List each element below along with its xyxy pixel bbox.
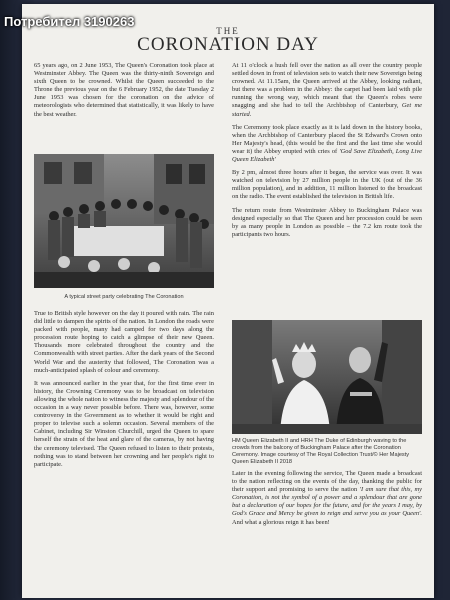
left-column-top xyxy=(34,62,214,124)
street-party-photo xyxy=(34,154,214,288)
balcony-caption: HM Queen Elizabeth II and HRH The Duke of Edinburgh waving to the crowds from the balcony of Buckingham Palace after the Coronation Ceremony. Image courtesy of The Royal Collection Trust/© Her Majesty Queen Elizabeth II 2018 xyxy=(232,438,410,465)
left-column-bottom xyxy=(34,310,214,474)
title-prefix: THE xyxy=(216,26,240,36)
abbey-paragraph: At 11 o'clock a hush fell over the nation as all over the country people settled down in front of television sets to watch their new Sovereign being crowned. At 11.15am, the Queen arrived at the Abbey, looking radiant, but there was a problem in the Abbey: the carpet had been laid with pile running the wrong way, which meant that the Queen's robes were snagging and she had to tell the Archbishop of Canterbury, Get me started. xyxy=(232,62,422,118)
rain-paragraph: True to British style however on the day it poured with rain. The rain did little to dampen the spirits of the nation. In London the roads were packed with people, many had camped for two days along the procession route hoping to catch a glimpse of their new Queen. Thousands more celebrated throughout the country and the Commonwealth with street parties. After the dark years of the Second World War and the austerity that followed, The Coronation was a much-anticipated splash of colour and ceremony. xyxy=(34,310,214,374)
street-party-photo-art xyxy=(34,154,214,288)
intro-paragraph: 65 years ago, on 2 June 1953, The Queen's Coronation took place at Westminster Abbey. The Queen was the thirty-ninth Sovereign and sixth Queen to be crowned. Whilst the Queen succeeded to the Throne the previous year on the 6 February 1952, the date Tuesday 2 June 1953 was chosen for the coronation on the advice of meteorologists who determined that statistically, it was likely to have the best weather. xyxy=(34,62,214,118)
page-title: CORONATION DAY xyxy=(137,34,319,55)
television-paragraph: It was announced earlier in the year that, for the first time ever in history, the Crowning Ceremony was to be broadcast on television allowing the whole nation to witness the majesty and splendour of the occasion in a way never possible before. There was, however, some controversy in the Government as to whether it would be right and proper to televise such a solemn occasion. Several members of the Cabinet, including Sir Winston Churchill, urged the Queen to spare herself the strain of the heat and glare of the cameras, by not having the ceremony televised. The Queen refused to listen to their protests, nothing was to stand between her crowning and her people's right to participate. xyxy=(34,379,214,468)
balcony-photo-art xyxy=(232,320,422,434)
document-page xyxy=(22,4,434,598)
right-column-top xyxy=(232,62,422,244)
ceremony-paragraph: The Ceremony took place exactly as it is laid down in the history books, when the Archbishop of Canterbury placed the St Edward's Crown onto Her Majesty's head, (this would be the first and the last time she would wear it) the Abbey erupted with cries of 'God Save Elizabeth, Long Live Queen Elizabeth' xyxy=(232,123,422,164)
balcony-photo xyxy=(232,320,422,434)
uploader-watermark: Потребител 3190263 xyxy=(4,14,135,29)
route-paragraph: The return route from Westminster Abbey to Buckingham Palace was designed especially so that The Queen and her procession could be seen by as many people in London as possible – the 7.2 km route took the participants two hours. xyxy=(232,206,422,238)
right-column-bottom xyxy=(232,470,422,532)
broadcast-paragraph: Later in the evening following the service, The Queen made a broadcast to the nation reflecting on the events of the day, thanking the public for their support and promising to serve the nation 'I am sure that this, my Coronation, is not the symbol of a power and a splendour that are gone but a declaration of our hopes for the future, and for the years I may, by God's Grace and Mercy be given to reign and serve you as your Queen'. And what a glorious reign it has been! xyxy=(232,470,422,526)
street-party-caption: A typical street party celebrating The Coronation xyxy=(64,294,184,300)
viewers-paragraph: By 2 pm, almost three hours after it began, the service was over. It was watched on television by 27 million people in the UK (out of the 36 million population), and in addition, 11 million listened to the broadcast on the radio. The event established the television in British life. xyxy=(232,169,422,201)
